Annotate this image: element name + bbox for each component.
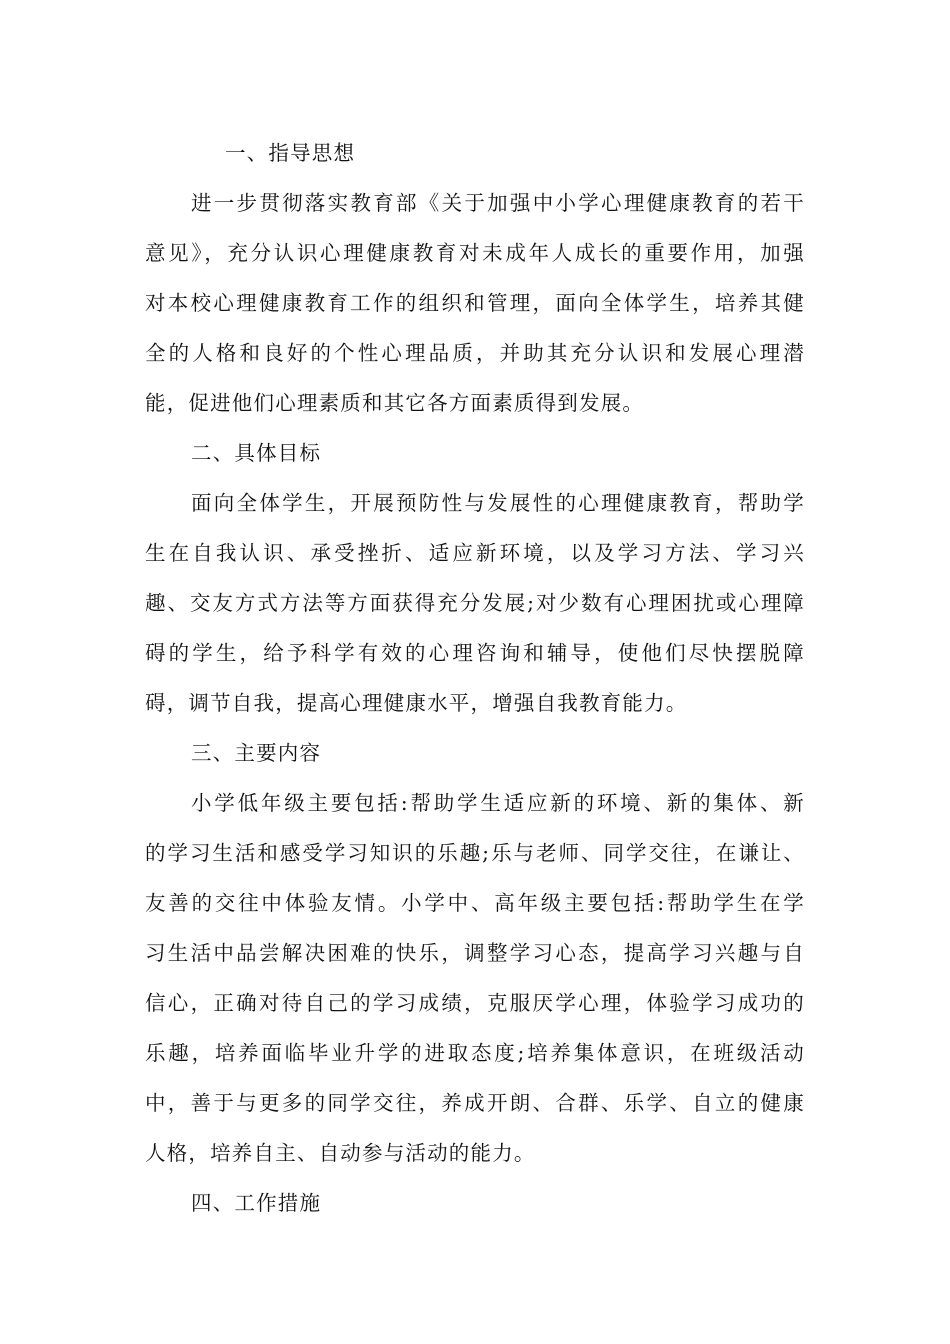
- document-body: [145, 128, 805, 1228]
- paragraph-line: 友善的交往中体验友情。小学中、高年级主要包括:帮助学生在学: [145, 891, 805, 915]
- paragraph-line: 生在自我认识、承受挫折、适应新环境，以及学习方法、学习兴: [145, 541, 805, 565]
- paragraph-line: 碍，调节自我，提高心理健康水平，增强自我教育能力。: [145, 691, 688, 715]
- paragraph-line: 面向全体学生，开展预防性与发展性的心理健康教育，帮助学: [191, 491, 805, 515]
- section-heading-specific-goals: 二、具体目标: [191, 441, 322, 465]
- paragraph-line: 意见》，充分认识心理健康教育对未成年人成长的重要作用，加强: [145, 241, 805, 265]
- paragraph-line: 人格，培养自主、自动参与活动的能力。: [145, 1141, 536, 1165]
- paragraph-line: 进一步贯彻落实教育部《关于加强中小学心理健康教育的若干: [191, 191, 805, 215]
- paragraph-line: 对本校心理健康教育工作的组织和管理，面向全体学生，培养其健: [145, 291, 805, 315]
- section-heading-guiding-ideology: 一、指导思想: [225, 141, 356, 165]
- paragraph-line: 碍的学生，给予科学有效的心理咨询和辅导，使他们尽快摆脱障: [145, 641, 805, 665]
- paragraph-line: 小学低年级主要包括:帮助学生适应新的环境、新的集体、新: [191, 791, 805, 815]
- section-heading-main-content: 三、主要内容: [191, 741, 322, 765]
- paragraph-line: 全的人格和良好的个性心理品质，并助其充分认识和发展心理潜: [145, 341, 805, 365]
- paragraph-line: 趣、交友方式方法等方面获得充分发展;对少数有心理困扰或心理障: [145, 591, 805, 615]
- paragraph-line: 的学习生活和感受学习知识的乐趣;乐与老师、同学交往，在谦让、: [145, 841, 805, 865]
- section-heading-work-measures: 四、工作措施: [191, 1191, 322, 1215]
- paragraph-line: 习生活中品尝解决困难的快乐，调整学习心态，提高学习兴趣与自: [145, 941, 805, 965]
- paragraph-line: 乐趣，培养面临毕业升学的进取态度;培养集体意识，在班级活动: [145, 1041, 805, 1065]
- paragraph-line: 能，促进他们心理素质和其它各方面素质得到发展。: [145, 391, 645, 415]
- paragraph-line: 信心，正确对待自己的学习成绩，克服厌学心理，体验学习成功的: [145, 991, 805, 1015]
- paragraph-line: 中，善于与更多的同学交往，养成开朗、合群、乐学、自立的健康: [145, 1091, 805, 1115]
